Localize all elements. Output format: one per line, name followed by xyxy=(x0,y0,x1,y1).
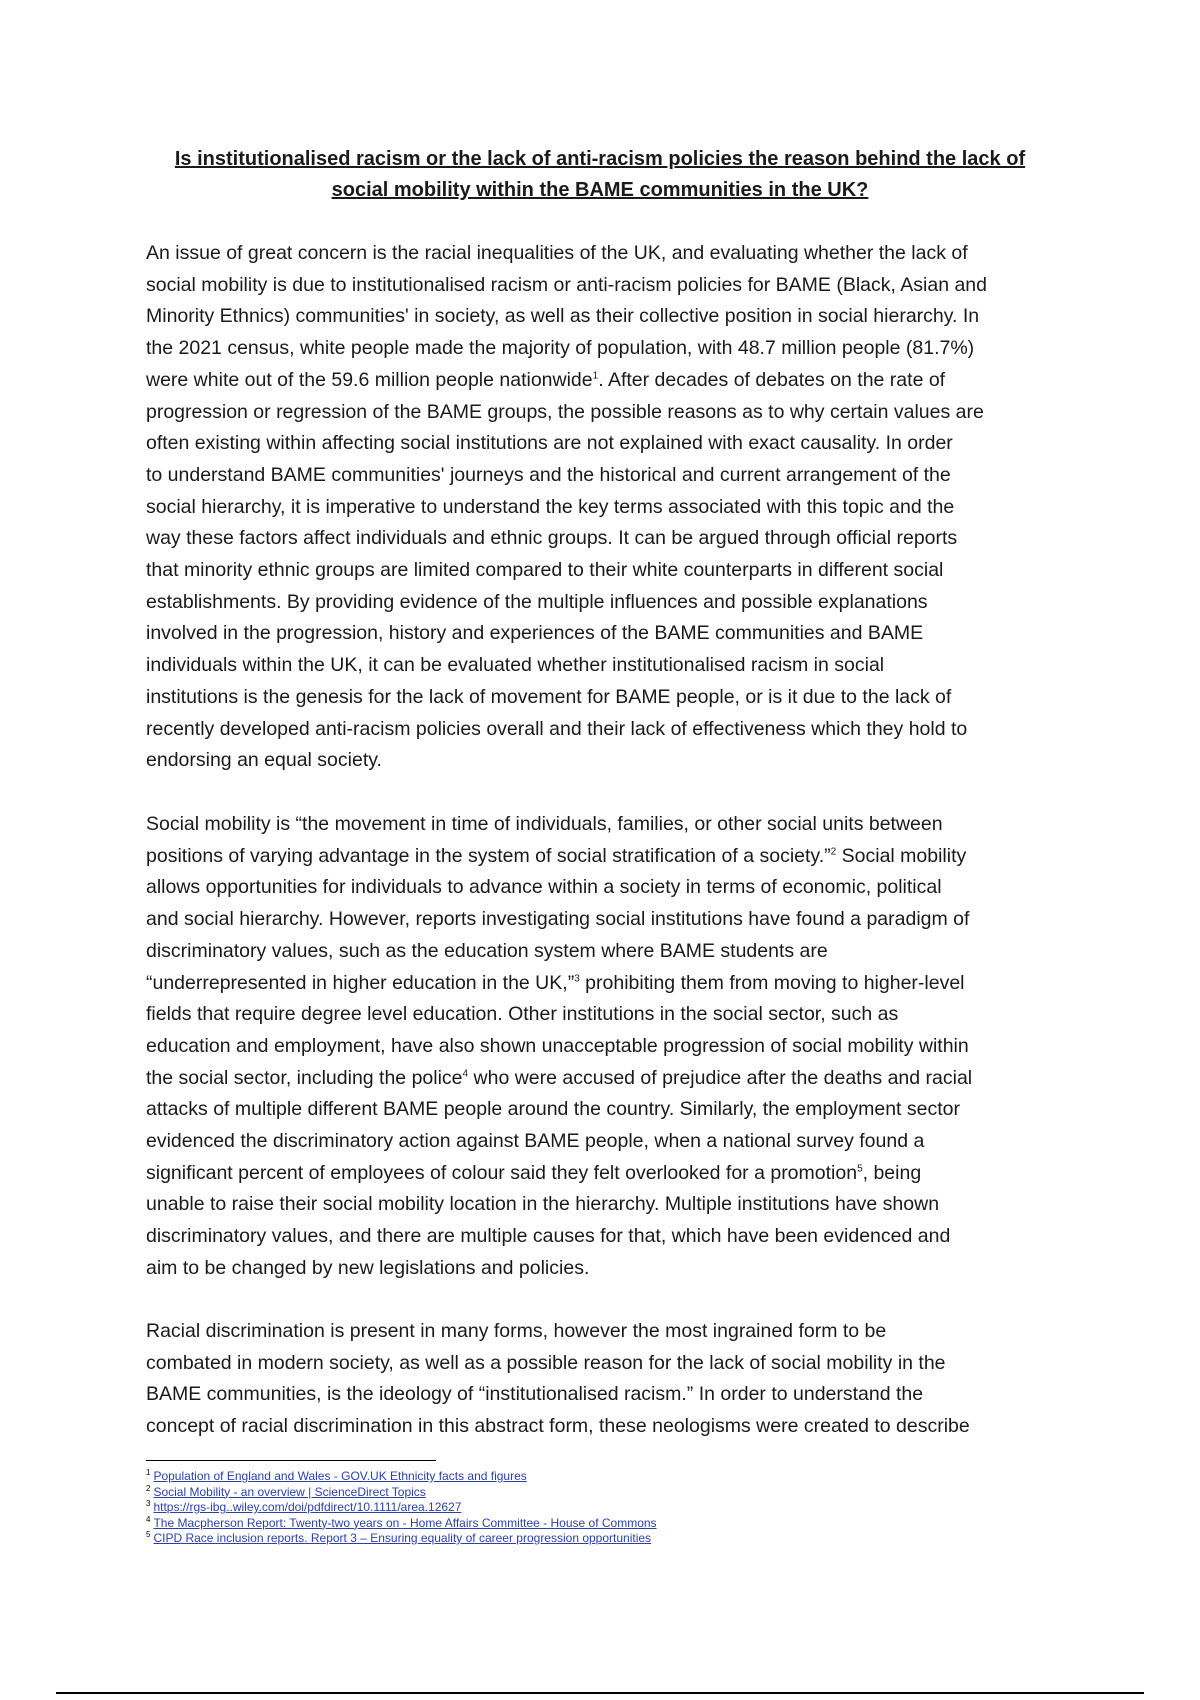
footnote-number: 4 xyxy=(146,1514,151,1524)
footnote-link-5[interactable]: CIPD Race inclusion reports. Report 3 – Ensuring equality of career progression opportunities xyxy=(153,1531,652,1545)
footnote-number: 1 xyxy=(146,1468,151,1477)
title-line-2: social mobility within the BAME communities in the UK? xyxy=(331,179,869,201)
text-line: Minority Ethnics) communities' in society, as well as their collective position in social hierarchy. In xyxy=(146,305,980,328)
text-line: Social mobility is “the movement in time of individuals, families, or other social units between xyxy=(146,813,943,835)
text-line xyxy=(146,841,1066,873)
text-line: fields that require degree level education. Other institutions in the social sector, such as xyxy=(146,1003,899,1026)
text-line: concept of racial discrimination in this abstract form, these neologisms were created to describe xyxy=(146,1415,970,1438)
text-line: discriminatory values, such as the education system where BAME students are xyxy=(146,939,828,962)
text-line: attacks of multiple different BAME people around the country. Similarly, the employment sector xyxy=(146,1098,960,1121)
footnote-item xyxy=(146,1485,657,1501)
footnote-number: 3 xyxy=(146,1499,151,1508)
text-line xyxy=(146,1158,1066,1190)
text-line: to understand BAME communities' journeys and the historical and current arrangement of the xyxy=(146,463,951,486)
footnotes xyxy=(146,1469,657,1547)
footnote-ref-1[interactable]: 1 xyxy=(592,370,599,382)
text-line xyxy=(146,1063,1066,1095)
text-line: that minority ethnic groups are limited compared to their white counterparts in different social xyxy=(146,559,944,582)
footnote-link-3[interactable]: https://rgs-ibg..wiley.com/doi/pdfdirect/10.1111/area.12627 xyxy=(153,1500,462,1514)
footnote-ref-5[interactable]: 5 xyxy=(857,1163,863,1175)
text-segment: the social sector, including the police xyxy=(146,1066,463,1089)
footnote-link-4[interactable]: The Macpherson Report: Twenty-two years on - Home Affairs Committee - House of Commons xyxy=(153,1515,657,1530)
footnote-link-2[interactable]: Social Mobility - an overview | ScienceDirect Topics xyxy=(153,1484,426,1499)
text-segment: positions of varying advantage in the system of social stratification of a society.” xyxy=(146,844,831,867)
text-segment: significant percent of employees of colour said they felt overlooked for a promotion xyxy=(146,1161,858,1184)
text-line: aim to be changed by new legislations and policies. xyxy=(146,1256,590,1279)
text-line: establishments. By providing evidence of the multiple influences and possible explanations xyxy=(146,590,928,613)
text-segment: . After decades of debates on the rate of xyxy=(598,368,946,391)
footnote-ref-4[interactable]: 4 xyxy=(462,1068,469,1080)
text-line: progression or regression of the BAME groups, the possible reasons as to why certain values are xyxy=(146,400,984,423)
text-line: education and employment, have also shown unacceptable progression of social mobility within xyxy=(146,1034,969,1057)
text-line: BAME communities, is the ideology of “institutionalised racism.” In order to understand the xyxy=(146,1383,924,1406)
footnote-item xyxy=(146,1469,657,1485)
footnote-number: 2 xyxy=(146,1483,151,1493)
text-line: recently developed anti-racism policies overall and their lack of effectiveness which they hold to xyxy=(146,717,968,740)
text-line: endorsing an equal society. xyxy=(146,749,382,772)
text-line: involved in the progression, history and experiences of the BAME communities and BAME xyxy=(146,622,924,645)
page-bottom-border xyxy=(56,1692,1144,1694)
text-line: unable to raise their social mobility location in the hierarchy. Multiple institutions have shown xyxy=(146,1193,940,1216)
text-line: allows opportunities for individuals to advance within a society in terms of economic, political xyxy=(146,876,942,899)
text-segment: who were accused of prejudice after the deaths and racial xyxy=(468,1066,973,1089)
text-line: social hierarchy, it is imperative to understand the key terms associated with this topic and the xyxy=(146,495,955,518)
text-line: evidenced the discriminatory action against BAME people, when a national survey found a xyxy=(146,1130,925,1153)
text-line: social mobility is due to institutionalised racism or anti-racism policies for BAME (Black, Asian and xyxy=(146,273,987,296)
footnote-item xyxy=(146,1516,657,1532)
text-segment: “underrepresented in higher education in the UK,” xyxy=(146,971,575,994)
text-line: way these factors affect individuals and ethnic groups. It can be argued through official reports xyxy=(146,527,958,550)
footnote-ref-3[interactable]: 3 xyxy=(574,973,580,985)
text-line xyxy=(146,968,1066,1000)
footnote-item xyxy=(146,1500,657,1516)
text-segment: were white out of the 59.6 million people nationwide xyxy=(146,368,593,391)
text-line: individuals within the UK, it can be evaluated whether institutionalised racism in social xyxy=(146,654,885,677)
text-segment: Social mobility xyxy=(836,844,967,867)
text-line: An issue of great concern is the racial inequalities of the UK, and evaluating whether the lack of xyxy=(146,242,968,264)
text-line: and social hierarchy. However, reports investigating social institutions have found a paradigm of xyxy=(146,908,970,931)
paragraph-social-mobility xyxy=(146,809,1066,1285)
text-line: often existing within affecting social institutions are not explained with exact causality. In order xyxy=(146,432,953,455)
footnote-ref-2[interactable]: 2 xyxy=(830,846,837,858)
paragraph-racial-discrimination xyxy=(146,1316,1066,1443)
text-line: the 2021 census, white people made the majority of population, with 48.7 million people (81.7%) xyxy=(146,337,975,360)
text-line: discriminatory values, and there are multiple causes for that, which have been evidenced and xyxy=(146,1225,951,1248)
text-line: institutions is the genesis for the lack of movement for BAME people, or is it due to the lack of xyxy=(146,685,952,708)
footnote-number: 5 xyxy=(146,1530,151,1539)
text-line: combated in modern society, as well as a possible reason for the lack of social mobility in the xyxy=(146,1351,946,1374)
paragraph-intro xyxy=(146,238,1066,777)
text-segment: prohibiting them from moving to higher-level xyxy=(579,971,965,994)
text-segment: , being xyxy=(862,1161,922,1184)
text-line xyxy=(146,365,1066,397)
footnote-item xyxy=(146,1531,657,1547)
title-line-1: Is institutionalised racism or the lack of anti-racism policies the reason behind the lack of xyxy=(174,148,1026,170)
footnote-link-1[interactable]: Population of England and Wales - GOV.UK Ethnicity facts and figures xyxy=(153,1469,527,1483)
document-title xyxy=(140,144,1060,206)
footnote-separator xyxy=(146,1460,436,1461)
text-line: Racial discrimination is present in many forms, however the most ingrained form to be xyxy=(146,1320,887,1342)
